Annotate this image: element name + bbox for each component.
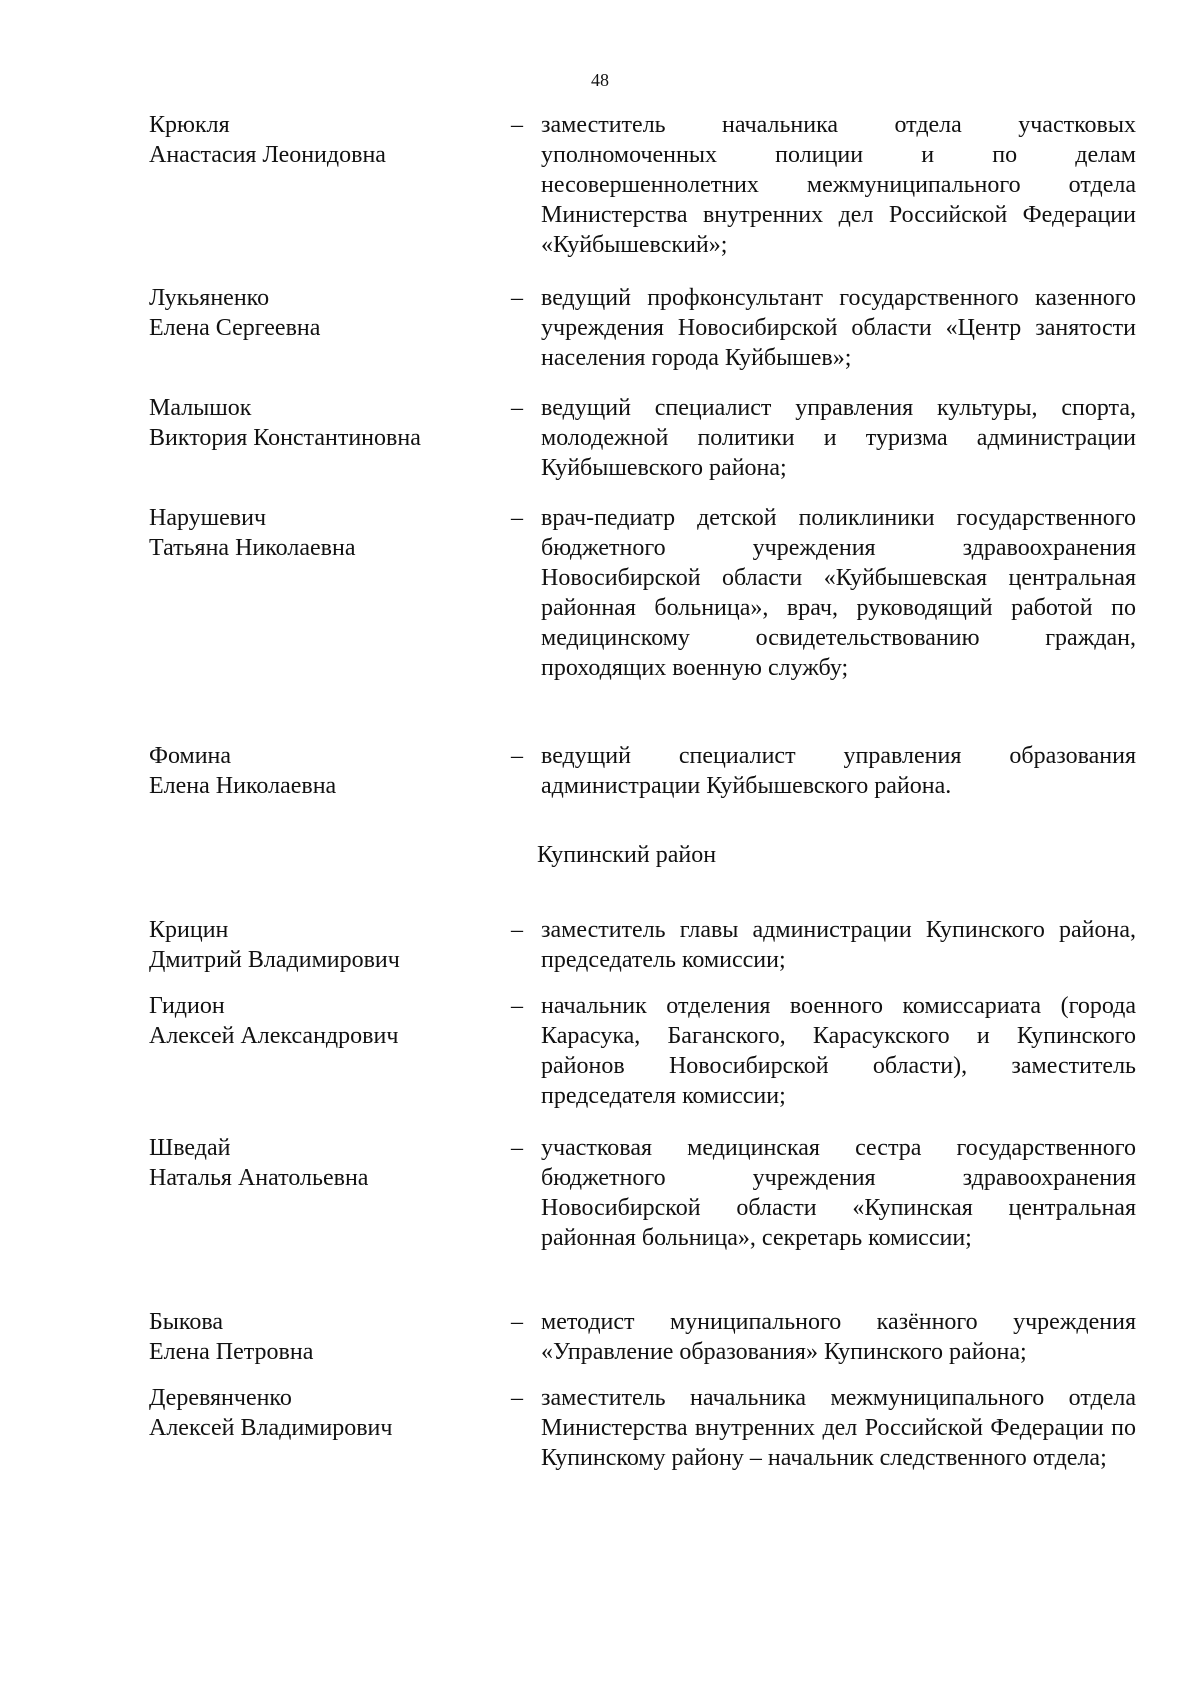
member-role: ведущий специалист управления культуры, спорта, молодежной политики и туризма администрации Куйбышевского района;	[541, 395, 1136, 481]
member-given-names: Алексей Владимирович	[149, 1415, 393, 1441]
member-name	[149, 741, 489, 801]
entry-dash: –	[511, 505, 523, 531]
member-given-names: Наталья Анатольевна	[149, 1165, 369, 1191]
member-role: методист муниципального казённого учреждения «Управление образования» Купинского района;	[541, 1309, 1136, 1365]
entry-dash: –	[511, 285, 523, 311]
entry-dash: –	[511, 917, 523, 943]
member-name	[149, 1307, 489, 1367]
entry-dash: –	[511, 1135, 523, 1161]
member-name	[149, 991, 489, 1051]
member-name	[149, 393, 489, 453]
member-role: ведущий специалист управления образования администрации Куйбышевского района.	[541, 743, 1136, 799]
member-given-names: Виктория Константиновна	[149, 425, 421, 451]
entry-dash: –	[511, 743, 523, 769]
member-given-names: Татьяна Николаевна	[149, 535, 356, 561]
member-name	[149, 915, 489, 975]
member-name	[149, 283, 489, 343]
member-surname: Фомина	[149, 743, 232, 769]
entry-dash: –	[511, 993, 523, 1019]
member-role: врач-педиатр детской поликлиники государственного бюджетного учреждения здравоохранения Новосибирской области «Куйбышевская центральная районная больница», врач, руководящий работой по медицинскому освидетельствованию граждан, проходящих военную службу;	[541, 505, 1136, 681]
member-surname: Гидион	[149, 993, 225, 1019]
member-given-names: Алексей Александрович	[149, 1023, 399, 1049]
member-surname: Крюкля	[149, 112, 230, 138]
member-given-names: Елена Николаевна	[149, 773, 337, 799]
member-surname: Нарушевич	[149, 505, 267, 531]
member-surname: Деревянченко	[149, 1385, 292, 1411]
member-role: начальник отделения военного комиссариата (города Карасука, Баганского, Карасукского и Купинского районов Новосибирской области), заместитель председателя комиссии;	[541, 993, 1136, 1109]
member-surname: Лукьяненко	[149, 285, 270, 311]
member-role: участковая медицинская сестра государственного бюджетного учреждения здравоохранения Новосибирской области «Купинская центральная районная больница», секретарь комиссии;	[541, 1135, 1136, 1251]
member-name	[149, 1133, 489, 1193]
member-role: заместитель начальника отдела участковых уполномоченных полиции и по делам несовершеннолетних межмуниципального отдела Министерства внутренних дел Российской Федерации «Куйбышевский»;	[541, 112, 1136, 258]
entry-dash: –	[511, 1385, 523, 1411]
section-heading: Купинский район	[537, 842, 717, 868]
page-number: 48	[591, 70, 609, 90]
member-given-names: Дмитрий Владимирович	[149, 947, 400, 973]
entry-dash: –	[511, 112, 523, 138]
member-given-names: Елена Сергеевна	[149, 315, 321, 341]
member-role: заместитель главы администрации Купинского района, председатель комиссии;	[541, 917, 1136, 973]
member-surname: Малышок	[149, 395, 252, 421]
entry-dash: –	[511, 1309, 523, 1335]
member-name	[149, 1383, 489, 1443]
member-name	[149, 503, 489, 563]
member-given-names: Елена Петровна	[149, 1339, 314, 1365]
member-surname: Шведай	[149, 1135, 231, 1161]
member-given-names: Анастасия Леонидовна	[149, 142, 386, 168]
member-name	[149, 110, 489, 170]
member-role: ведущий профконсультант государственного казенного учреждения Новосибирской области «Центр занятости населения города Куйбышев»;	[541, 285, 1136, 371]
entry-dash: –	[511, 395, 523, 421]
member-surname: Быкова	[149, 1309, 224, 1335]
member-role: заместитель начальника межмуниципального отдела Министерства внутренних дел Российской Федерации по Купинскому району – начальник следственного отдела;	[541, 1385, 1136, 1471]
member-surname: Крицин	[149, 917, 229, 943]
